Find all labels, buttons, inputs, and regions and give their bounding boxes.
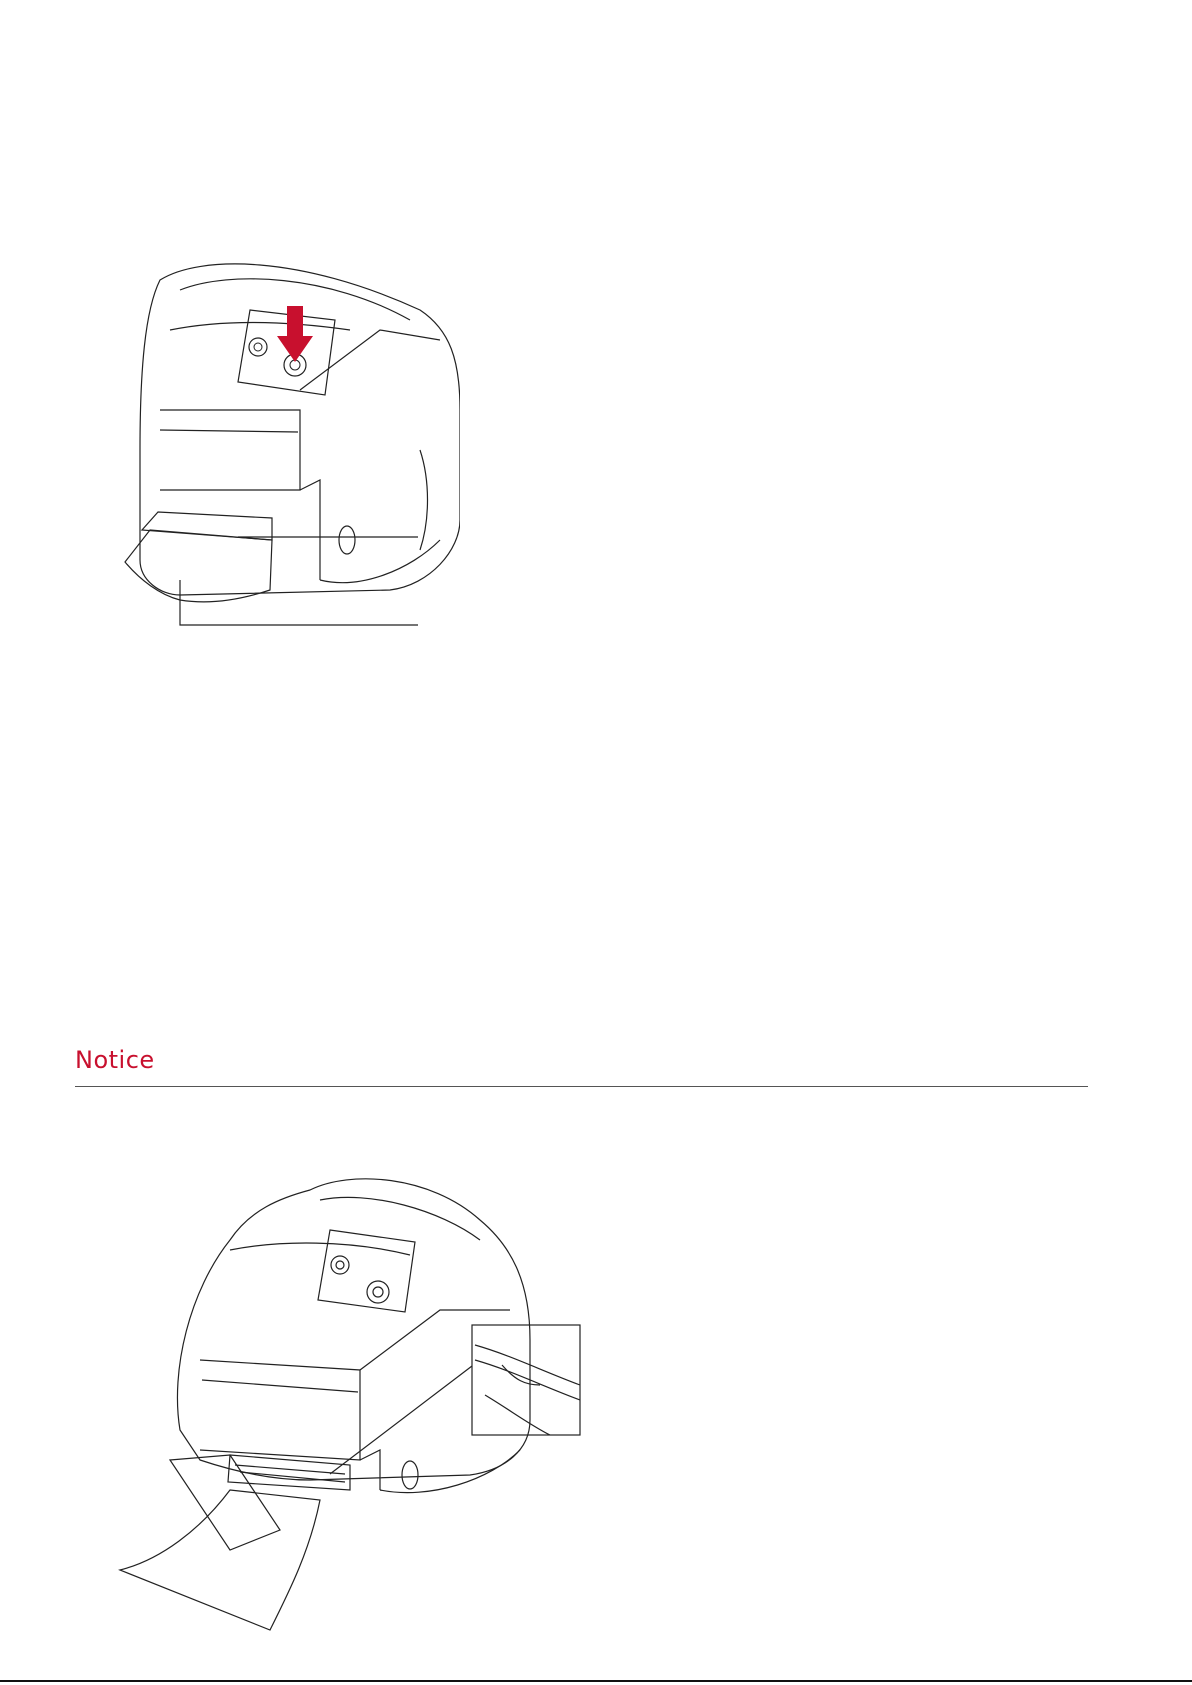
paper-out <box>125 530 272 602</box>
notice-heading: Notice <box>75 1046 155 1074</box>
printer-diagram-bottom <box>110 1170 630 1640</box>
callout-line-2 <box>180 580 418 625</box>
feed-button-icon <box>367 1281 389 1303</box>
power-icon <box>331 1256 349 1274</box>
power-icon <box>249 338 267 356</box>
detail-inset <box>472 1325 580 1435</box>
paper-out <box>120 1490 320 1630</box>
notice-divider <box>75 1086 1088 1087</box>
printer-diagram-top <box>120 250 460 670</box>
callout-line <box>330 1366 472 1474</box>
page-bottom-rule <box>0 1680 1192 1682</box>
paper-inner <box>142 512 272 540</box>
